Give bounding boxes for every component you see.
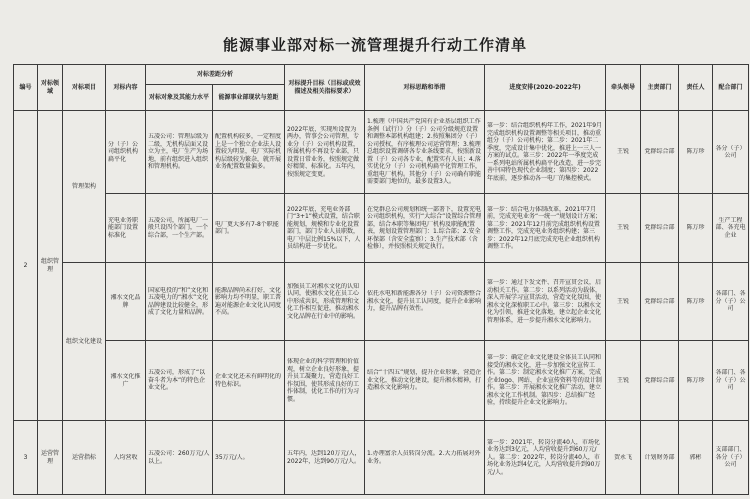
cell-target: 体现企业的科学管理和价值观，树立企业良好形象，提升员工凝聚力，营造良好工作氛围，使其形成良好的工作体制，优化工作的行为习惯。 [287, 358, 360, 403]
cell-benchmark-object: 五凌公司：管理层级为二级，无机构层面又设立为主，电厂生产为场地，前有组织进入组织和管理机构。 [148, 133, 209, 171]
cell-measures: 结合“十四五”规划，提升企业形象，营造企业文化，推动文化建设，提升湘水精神，打造湘水文化影响力。 [367, 369, 482, 392]
cell-current-gap: 配置机构较多，一定程度上是一个独立企业法人设置较为明显，电厂实际机构层级较为繁杂，就开展业务配置数量偏多。 [215, 133, 282, 171]
header-measures: 对标思路和举措 [365, 65, 485, 111]
page-title: 能源事业部对标一流管理提升行动工作清单 [222, 36, 527, 54]
cell-benchmark-object: 五凌公司：260万元/人以上。 [148, 450, 210, 465]
cell-dept: 党群综合部 [644, 297, 675, 305]
table-row [14, 111, 749, 194]
cell-coop: 各部门、各分（子）公司 [715, 290, 746, 313]
cell-schedule: 第一步：确定企业文化建设全体员工认同和接受的湘水文化，进一步加强文化宣传工作。第二步：制定湘水文化推广方案，完成企业logo、网站、企业宣传资料等的设计制作。第三步：开展湘水文化推广活动，建立湘水文化工作机制。第四步：总结推广经验，持续提升企业文化影响力。 [487, 354, 602, 407]
cell-dept: 党群综合部 [644, 224, 675, 232]
cell-target: 2022年底，实现所设置为两办，管事会公司管理，专业分（子）公司机构设置，所属机构不再设专业部，只设置日常业务，按照规定做好精简、标准化。五年内，按照规定变更。 [287, 125, 360, 178]
cell-person: 陈万珍 [686, 148, 705, 156]
table-row [14, 421, 749, 495]
cell-leader: 贺永飞 [614, 453, 633, 461]
cell-measures: 在党群总公司规划和统一部署下，设置充电公司组织机构，实行“大综合”设置综合管理部，结合本职等集团电厂机构及职能配置表，规划设置管理部门：1.综合部；2.安全环保部（含安全监察）；3.生产技术部（含检修），并按照相关规定执行。 [367, 205, 482, 250]
cell-content: 分（子）公司组织机构扁平化 [108, 140, 139, 163]
header-content: 对标内容 [106, 65, 146, 111]
header-coop: 配合部门 [713, 65, 749, 111]
cell-coop: 各部门、各分（子）公司 [715, 369, 746, 392]
cell-schedule: 第一步：结合电力体制改革，2021年7月前，完成充电业务“一统一”规划设计方案；第二步：2021年12月前完成组织机构设置调整工作，完成充电业务组织构建；第三步：2022年12月底完成充电企业组织机构调整工作。 [487, 205, 602, 250]
cell-person: 陈万珍 [686, 297, 705, 305]
cell-content: 湘水文化推广 [110, 373, 141, 388]
cell-measures: 依托水电和新能源各分（子）公司资源整合湘水文化，提升员工认同度，提升企业影响力，提升品牌有效性。 [367, 290, 482, 313]
cell-coop: 各分（子）公司 [715, 144, 746, 159]
cell-coop: 支部部门、各分（子）公司 [715, 446, 746, 469]
cell-dept: 党群综合部 [644, 148, 675, 156]
cell-content: 人均营收 [113, 453, 138, 461]
cell-leader: 王锐 [617, 148, 630, 156]
group-field: 运营管理 [38, 421, 63, 495]
header-person: 责任人 [679, 65, 713, 111]
header-benchmark-object: 对标对象及其能力水平 [146, 85, 213, 111]
header-no: 编号 [14, 65, 38, 111]
header-dept: 主责部门 [641, 65, 679, 111]
cell-coop: 生产工程部、各充电企业 [715, 216, 746, 239]
cell-measures: 1.办理富余人员转岗分流。2.大力拓展对外业务。 [367, 450, 481, 465]
header-current-gap: 能源事业部现状与差距 [213, 85, 285, 111]
cell-schedule: 第一步：结合组织机构年工作，2021年9月完成组织机构设置调整等相关项目，推动重组分（子）公司机构；第二步：2021年二季度，完成设计集中优化，推进上一三人一方案的试点。第三步：2022年一季度完成一系列电站所属机构扁平化改造，进一步完善中国特色现代企业制度；第四步：2022年底前，逐步推动各一电厂的集控模式。 [487, 122, 603, 182]
group-number: 2 [14, 111, 38, 421]
cell-person: 郭彬 [689, 453, 702, 461]
cell-current-gap: 电厂更大多有7-8个职能部门。 [215, 220, 279, 235]
cell-content: 充电业务职能部门设置标准化 [108, 216, 139, 239]
group-number: 3 [14, 421, 38, 495]
cell-benchmark-object: 国家电投的“和”文化和五凌电力的“湘水”文化品牌建设比较健全，形成了文化力量和品牌。 [148, 286, 209, 316]
cell-target: 2022年底，充电业务部门“3+1”模式设置，结合职能规划，规模和专业化设置部门，部门专业人员职数，电厂中层比例15%以下，人员结构进一步优化。 [287, 205, 361, 250]
table-row [14, 194, 749, 263]
cell-person: 陈万珍 [686, 224, 705, 232]
header-item: 对标项目 [63, 65, 106, 111]
cell-current-gap: 35万元/人。 [215, 453, 249, 461]
work-list-table [13, 64, 749, 495]
header-leader: 牵头领导 [606, 65, 641, 111]
cell-schedule: 第一步：通过下发文件、召开宣贯会议，启动相关工作。第二步：以系列活动为载体，深入开展学习宣贯活动，营造文化氛围，使湘水文化深植职工心中。第三步：以湘水文化为引领，推进文化落地，建立起企业文化管理体系，进一步提升湘水文化影响力。 [487, 279, 602, 324]
cell-leader: 王锐 [617, 224, 630, 232]
group-item: 组织文化建设 [63, 263, 106, 421]
cell-schedule: 第一步：2021年，转岗分流40人，市场化业务达到3亿元，人均营收提升到60万元/人。第二步：2022年，转岗分流40人，市场化业务达到4亿元，人均营收提升到90万元/人。 [487, 438, 601, 476]
cell-leader: 王锐 [617, 297, 630, 305]
header-schedule: 进度安排(2020-2022年) [485, 65, 606, 111]
cell-measures: 1.梳理《中国共产党国有企业基层组织工作条例（试行）》分（子）公司分级规范设置和调整本部机构组建；2.按照集团分（子）公司授权，有序梳理公司运营管理；3.梳理总组织设置调研各专业条线要求，按照新设置（子）公司各专业，配置实有人员；4.落实优化分（子）公司机构扁平化管理工作，重组电厂机构。其他分（子）公司确有职能需要部门地位的，最多设置3人。 [367, 118, 482, 186]
cell-current-gap: 能源品牌尚未打好，文化影响力均不明显，职工普遍对能源企业文化认同度不高。 [215, 286, 282, 316]
cell-benchmark-object: 五凌公司，所属电厂一般只设四个部门，一个综合部，一个生产部。 [148, 216, 209, 239]
header-gap-analysis: 对标差距分析 [146, 65, 285, 85]
table-header-row [14, 65, 749, 85]
cell-leader: 王锐 [617, 376, 630, 384]
header-field: 对标领域 [38, 65, 63, 111]
cell-dept: 党群综合部 [644, 376, 675, 384]
group-item: 运营指标 [63, 421, 106, 495]
cell-content: 湘水文化品牌 [110, 294, 141, 309]
cell-target: 五年内，达到120万元/人，2022年，达到90万元/人。 [287, 450, 361, 465]
cell-dept: 计划财务部 [644, 453, 675, 461]
cell-benchmark-object: 五凌公司，形成了“以奋斗者为本”的特色企业文化。 [148, 369, 206, 392]
cell-target: 加强员工对湘水文化的认知认同，使湘水文化在员工心中形成共识，形成管理和文化工作相互促进，推动湘水文化品牌在行业中的影响。 [287, 282, 360, 320]
table-row [14, 341, 749, 421]
group-field: 组织管理 [38, 111, 63, 421]
cell-person: 陈万珍 [686, 376, 705, 384]
group-item: 管理架构 [63, 111, 106, 263]
header-target: 对标提升目标（目标或成效描述及相关指标要求） [285, 65, 365, 111]
table-row [14, 263, 749, 341]
cell-current-gap: 企业文化还未有鲜明化的特色标识。 [215, 373, 282, 388]
